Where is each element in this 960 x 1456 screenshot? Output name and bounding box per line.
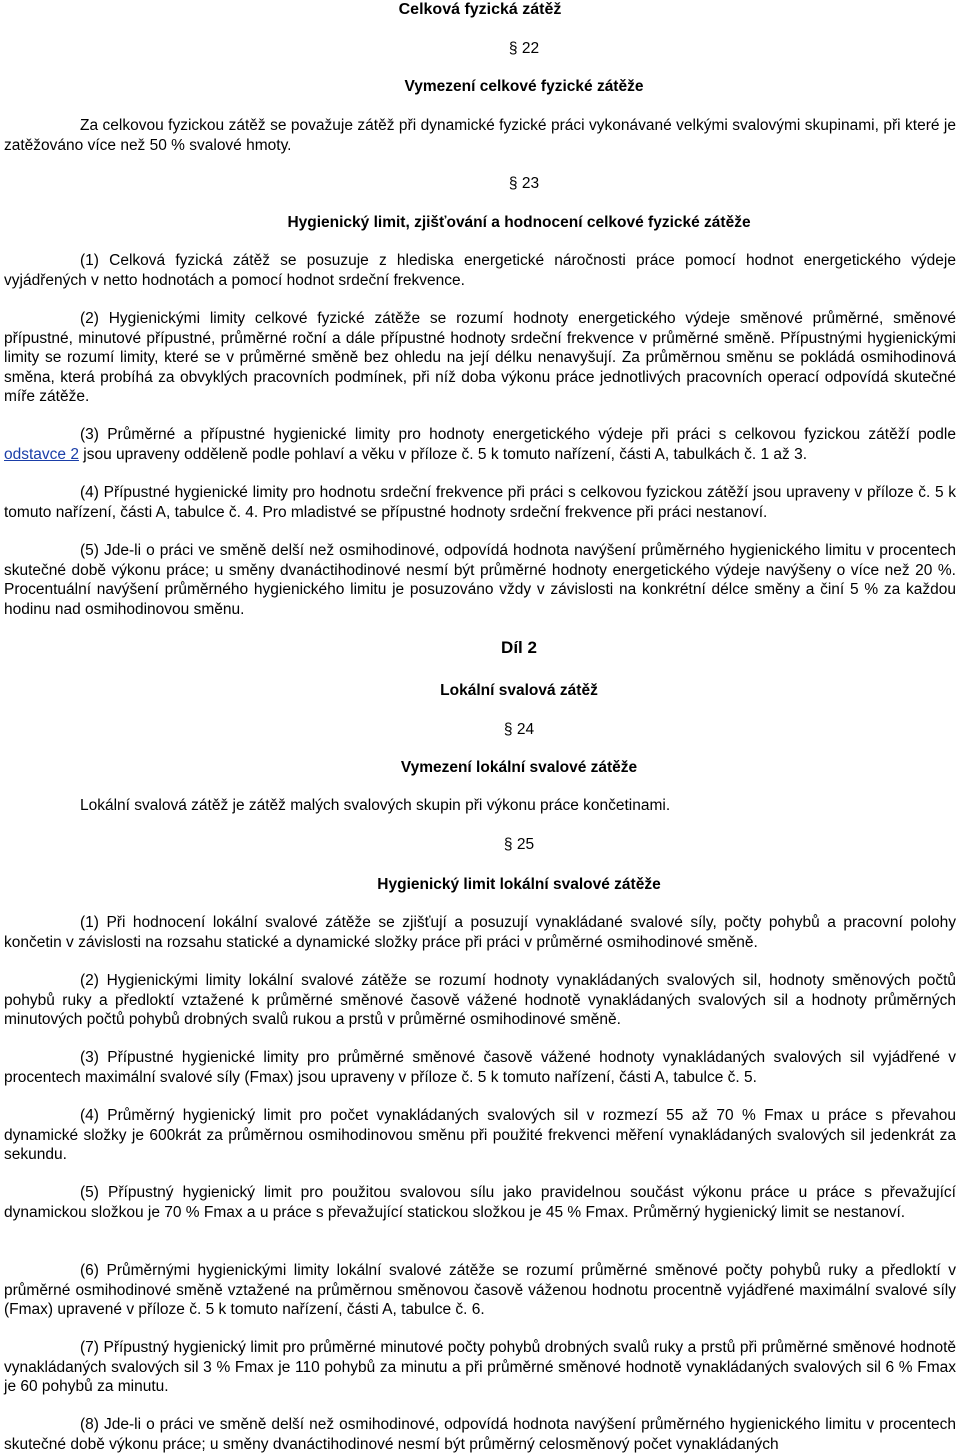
paragraph: Lokální svalová zátěž je zátěž malých svalových skupin při výkonu práce končetinami. — [80, 797, 671, 814]
paragraph: (3) Přípustné hygienické limity pro průměrné směnové časově vážené hodnoty vynakládaných svalových sil vyjádřené v procentech maximální svalové síly (Fmax) jsou upraveny v příloze č. 5 k tomuto nařízení, části A, tabulce č. 5. — [4, 1049, 956, 1086]
paragraph: (4) Průměrný hygienický limit pro počet vynakládaných svalových sil v rozmezí 55 až 70 % Fmax u práce s převahou dynamické složky je 600krát za průměrnou osmihodinovou směnu při použité frekvenci měření vynakládaných svalových sil jedenkrát za sekundu. — [4, 1107, 956, 1163]
paragraph-text: jsou upraveny odděleně podle pohlaví a věku v příloze č. 5 k tomuto nařízení, části A, tabulkách č. 1 až 3. — [78, 445, 808, 463]
odstavce-2-link[interactable]: odstavce 2 — [4, 445, 79, 463]
paragraph: (7) Přípustný hygienický limit pro průměrné minutové počty pohybů drobných svalů ruky a prstů při průměrné směnové hodnotě vynakládaných svalových sil 3 % Fmax je 110 pohybů za minutu a při průměrné směnové hodnotě vynakládaných svalových sil 6 % Fmax je 60 pohybů za minutu. — [4, 1339, 956, 1395]
paragraph: (2) Hygienickými limity lokální svalové zátěže se rozumí hodnoty vynakládaných svalových sil, hodnoty směnových počtů pohybů ruky a předloktí vztažené k průměrné směnové časově vážené hodnotě vynakládaných svalových sil a hodnoty průměrných minutových počtů pohybů drobných svalů rukou a prstů v průměrné osmihodinové směně. — [4, 972, 956, 1028]
paragraph: (8) Jde-li o práci ve směně delší než osmihodinové, odpovídá hodnota navýšení průměrného hygienického limitu v procentech skutečné době výkonu práce; u směny dvanáctihodinové nesmí být průměrný celosměnový počet vynakládaných — [4, 1416, 956, 1453]
section-heading: Hygienický limit lokální svalové zátěže — [377, 876, 661, 893]
paragraph: (2) Hygienickými limity celkové fyzické zátěže se rozumí hodnoty energetického výdeje směnové průměrné, směnové přípustné, minutové přípustné, průměrné roční a dále přípustné hodnoty srdeční frekvence v průměrné směně. Přípustnými hygienickými limity se rozumí limity, které se v průměrné směně bez ohledu na její délku nenavyšují. Za průměrnou směnu se pokládá osmihodinová směna, která probíhá za obvyklých pracovních podmínek, při níž doba výkonu práce jednotlivých pracovních operací odpovídá skutečné míře zátěže. — [4, 310, 956, 405]
section-number: § 25 — [503, 836, 535, 853]
section-number: § 24 — [503, 721, 535, 738]
document-title: Celková fyzická zátěž — [398, 1, 562, 18]
section-heading: Vymezení celkové fyzické zátěže — [404, 78, 644, 95]
section-number: § 23 — [508, 175, 540, 192]
paragraph: (1) Celková fyzická zátěž se posuzuje z hlediska energetické náročnosti práce pomocí hodnot energetického výdeje vyjádřených v netto hodnotách a pomocí hodnot srdeční frekvence. — [4, 252, 956, 289]
paragraph: (6) Průměrnými hygienickými limity lokální svalové zátěže se rozumí průměrné směnové počty pohybů ruky a předloktí v průměrné osmihodinové směně vztažené na průměrnou směnovou časově váženou hodnotu procentně vyjádřené maximální svalové síly (Fmax) upravené v příloze č. 5 k tomuto nařízení, části A, tabulce č. 6. — [4, 1262, 956, 1318]
paragraph: (1) Při hodnocení lokální svalové zátěže se zjišťují a posuzují vynakládané svalové síly, počty pohybů a pracovní polohy končetin v závislosti na rozsahu statické a dynamické složky práce při práci v průměrné osmihodinové směně. — [4, 914, 956, 951]
paragraph: Za celkovou fyzickou zátěž se považuje zátěž při dynamické fyzické práci vykonávané velkými svalovými skupinami, při které je zatěžováno více než 50 % svalové hmoty. — [4, 117, 956, 154]
paragraph-text: (3) Průměrné a přípustné hygienické limity pro hodnoty energetického výdeje při práci s celkovou fyzickou zátěží podle — [80, 426, 956, 443]
part-label: Díl 2 — [501, 638, 537, 657]
section-heading: Hygienický limit, zjišťování a hodnocení celkové fyzické zátěže — [287, 214, 751, 231]
paragraph: (5) Jde-li o práci ve směně delší než osmihodinové, odpovídá hodnota navýšení průměrného hygienického limitu v procentech skutečné době výkonu práce; u směny dvanáctihodinové nesmí být průměrné hodnoty energetického výdeje navýšeny o více než 20 %. Procentuální navýšení průměrného hygienického limitu je posuzováno vždy v závislosti na konkrétní délce směny a činí 5 % za každou hodinu nad osmihodinovou směnu. — [4, 542, 956, 618]
paragraph: (4) Přípustné hygienické limity pro hodnotu srdeční frekvence při práci s celkovou fyzickou zátěží jsou upraveny v příloze č. 5 k tomuto nařízení, části A, tabulce č. 4. Pro mladistvé se přípustné hodnoty srdeční frekvence při práci nestanoví. — [4, 484, 956, 521]
section-number: § 22 — [508, 40, 540, 57]
section-heading: Vymezení lokální svalové zátěže — [400, 759, 638, 776]
paragraph — [4, 425, 956, 464]
part-title: Lokální svalová zátěž — [440, 682, 598, 699]
paragraph: (5) Přípustný hygienický limit pro použitou svalovou sílu jako pravidelnou součást výkonu práce u práce s převažující dynamickou složkou je 70 % Fmax a u práce s převažující statickou složkou je 45 % Fmax. Průměrný hygienický limit se nestanoví. — [4, 1184, 956, 1221]
